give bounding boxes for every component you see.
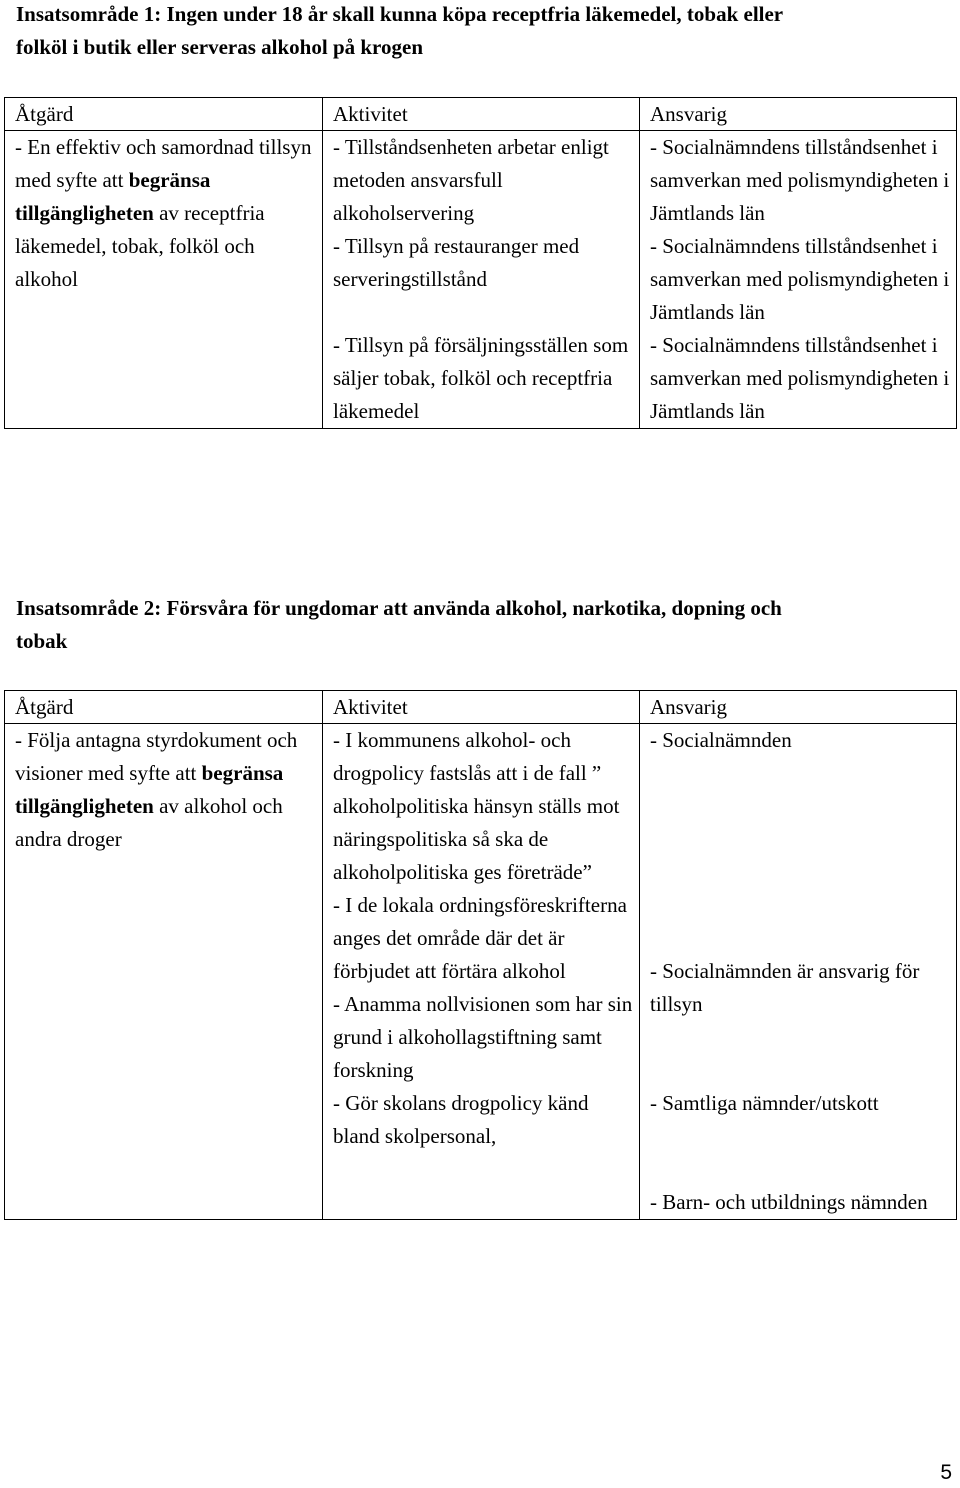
column-header-atgard: Åtgärd (5, 691, 323, 724)
atgard-emphasis: begränsa tillgängligheten (15, 168, 211, 225)
responsible-item: - Socialnämndens tillståndsenhet i samverkan med polismyndigheten i Jämtlands län (650, 234, 950, 324)
column-header-aktivitet: Aktivitet (323, 691, 640, 724)
atgard-text: - En effektiv och samordnad tillsyn med syfte att (15, 135, 312, 192)
table-header-row (5, 98, 957, 131)
table-header-row (5, 691, 957, 724)
responsible-item: - Samtliga nämnder/utskott (650, 1091, 879, 1115)
activity-item: - Tillsyn på restauranger med serveringstillstånd (333, 234, 580, 291)
table-row (5, 131, 957, 429)
responsible-item: - Barn- och utbildnings nämnden (650, 1190, 928, 1214)
aktivitet-cell (323, 131, 640, 429)
ansvarig-cell (640, 724, 957, 1220)
column-header-aktivitet: Aktivitet (323, 98, 640, 131)
responsible-item: - Socialnämndens tillståndsenhet i samverkan med polismyndigheten i Jämtlands län (650, 135, 950, 225)
responsible-item: - Socialnämnden (650, 728, 792, 752)
responsible-item: - Socialnämnden är ansvarig för tillsyn (650, 959, 920, 1016)
activity-item: - I de lokala ordningsföreskrifterna anges det område där det är förbjudet att förtära alkohol (333, 893, 627, 983)
activity-item: - Tillståndsenheten arbetar enligt metoden ansvarsfull alkoholservering (333, 135, 609, 225)
section-2-heading (16, 592, 946, 658)
section-1-heading (16, 0, 946, 64)
table-row (5, 724, 957, 1220)
section-2-heading-line-1: Insatsområde 2: Försvåra för ungdomar att använda alkohol, narkotika, dopning och (16, 596, 782, 620)
section-2-heading-line-2: tobak (16, 629, 68, 653)
aktivitet-cell (323, 724, 640, 1220)
section-1-heading-line-1: Insatsområde 1: Ingen under 18 år skall kunna köpa receptfria läkemedel, tobak eller (16, 2, 784, 26)
activity-item: - I kommunens alkohol- och drogpolicy fastslås att i de fall ” alkoholpolitiska hänsyn ställs mot näringspolitiska så ska de alkoholpolitiska ges företräde” (333, 728, 620, 884)
atgard-text-cont: av alkohol och andra droger (15, 794, 283, 851)
activity-item: - Tillsyn på försäljningsställen som säljer tobak, folköl och receptfria läkemedel (333, 333, 629, 423)
section-1-table (4, 97, 957, 429)
activity-item: - Gör skolans drogpolicy känd bland skolpersonal, (333, 1091, 589, 1148)
section-2-table (4, 690, 957, 1220)
atgard-emphasis: begränsa tillgängligheten (15, 761, 284, 818)
ansvarig-cell (640, 131, 957, 429)
section-1-heading-line-2: folköl i butik eller serveras alkohol på krogen (16, 35, 423, 59)
column-header-ansvarig: Ansvarig (640, 691, 957, 724)
atgard-cell (5, 724, 323, 1220)
activity-item: - Anamma nollvisionen som har sin grund i alkohollagstiftning samt forskning (333, 992, 633, 1082)
atgard-cell (5, 131, 323, 429)
atgard-text: - Följa antagna styrdokument och visioner med syfte att (15, 728, 298, 785)
responsible-item: - Socialnämndens tillståndsenhet i samverkan med polismyndigheten i Jämtlands län (650, 333, 950, 423)
page-number: 5 (940, 1461, 952, 1484)
atgard-text-cont: av receptfria läkemedel, tobak, folköl och alkohol (15, 201, 265, 291)
column-header-atgard: Åtgärd (5, 98, 323, 131)
column-header-ansvarig: Ansvarig (640, 98, 957, 131)
